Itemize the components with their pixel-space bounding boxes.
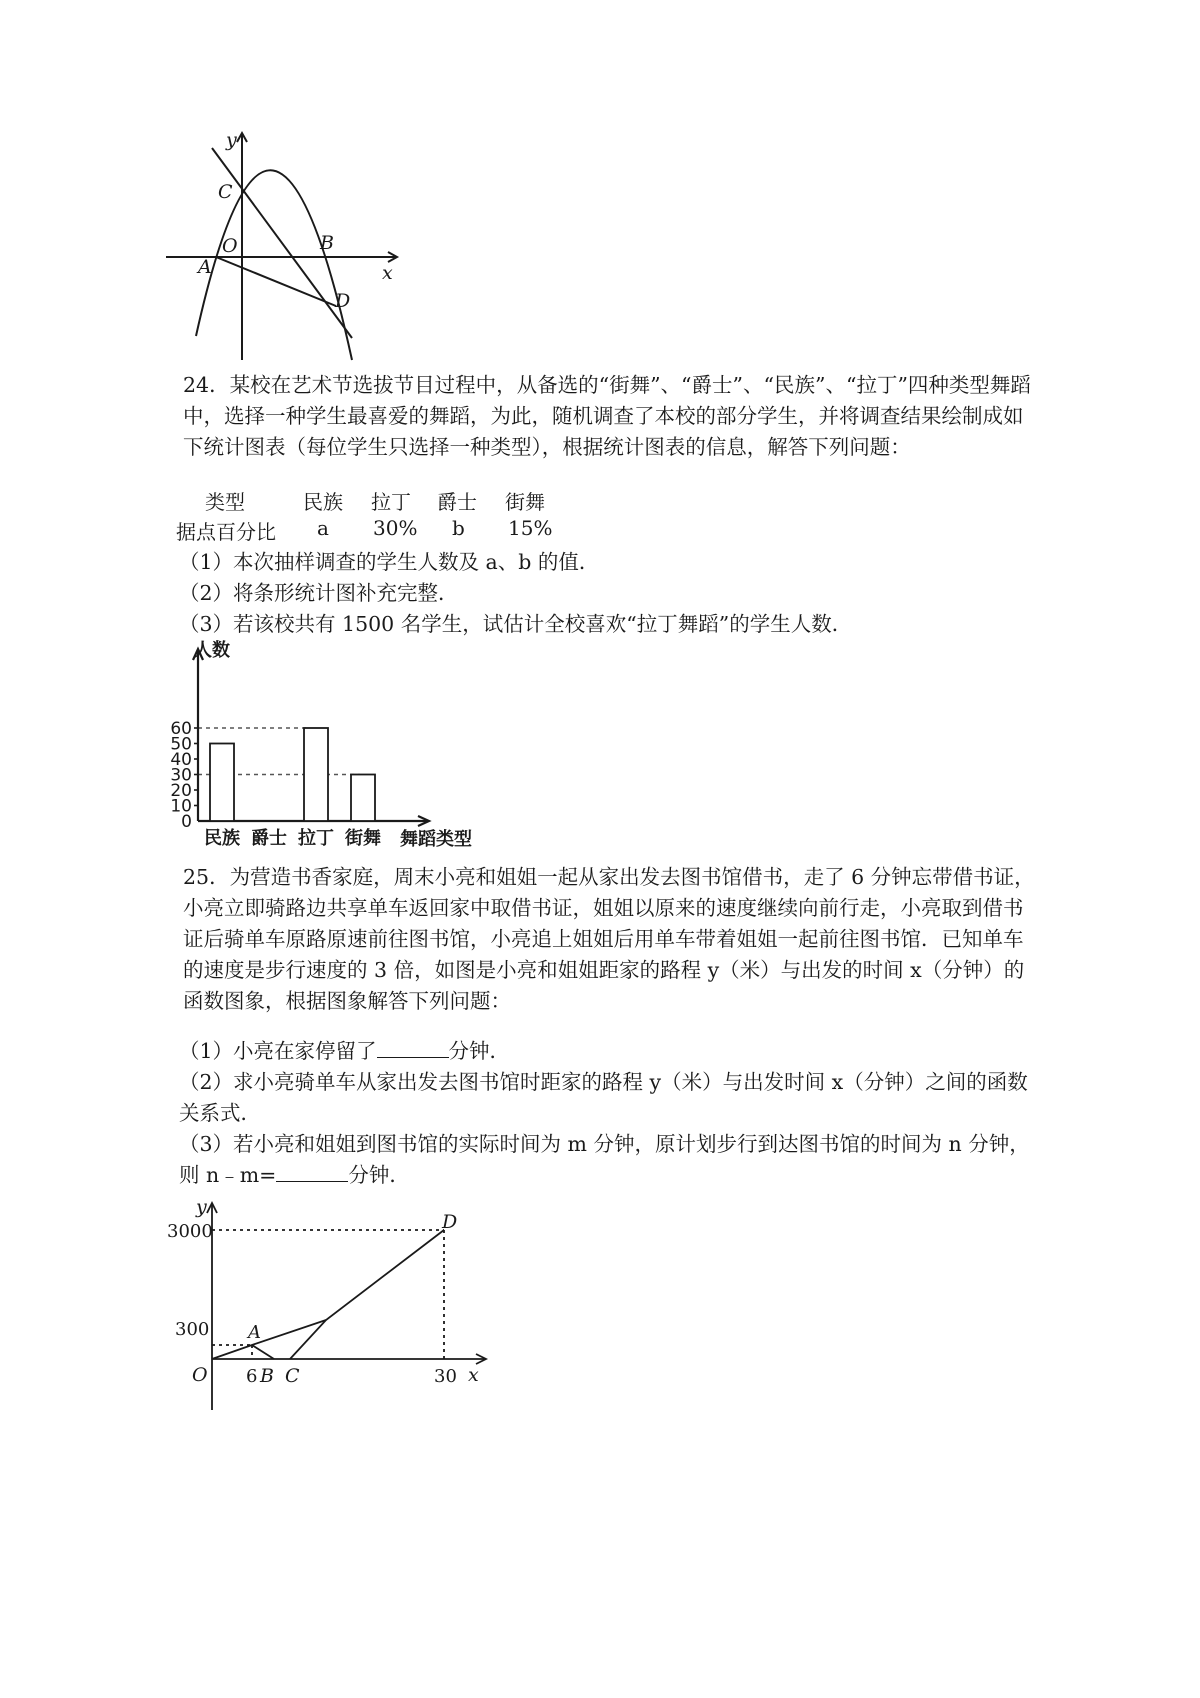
- bar: [304, 728, 328, 821]
- x-axis-title: 舞蹈类型: [400, 829, 472, 850]
- y-tick-label: 50: [170, 734, 192, 755]
- table-cell: 15%: [508, 516, 553, 540]
- label-a: A: [248, 1322, 261, 1343]
- label-c: C: [285, 1365, 300, 1387]
- category-label: 爵士: [251, 828, 287, 849]
- label-c: C: [218, 181, 233, 203]
- category-label: 街舞: [345, 828, 381, 849]
- label-d: D: [335, 290, 351, 312]
- label-b: B: [260, 1365, 274, 1387]
- label-x: x: [382, 262, 393, 284]
- bar-chart: [160, 638, 490, 850]
- q25-sub3-text: 则 n﹣m=: [179, 1163, 277, 1187]
- label-b: B: [320, 232, 334, 254]
- q25-sub1-text: （1）小亮在家停留了: [179, 1039, 377, 1063]
- xiaoliang-ride: [290, 1230, 444, 1359]
- tick-3000: 3000: [167, 1221, 213, 1242]
- q25-sub1-unit: 分钟．: [448, 1039, 511, 1063]
- tick-300: 300: [175, 1319, 210, 1340]
- label-d: D: [442, 1211, 458, 1233]
- q25-sub3-line1: （3）若小亮和姐姐到图书馆的实际时间为 m 分钟，原计划步行到达图书馆的时间为 n 分钟，: [179, 1132, 1030, 1156]
- y-tick-label: 60: [170, 719, 192, 739]
- q25-text: 25．为营造书香家庭，周末小亮和姐姐一起从家出发去图书馆借书，走了 6 分钟忘带借书证，小亮立即骑路边共享单车返回家中取借书证，姐姐以原来的速度继续向前行走，小亮取到借书证后骑单车原路原速前往图书馆，小亮追上姐姐后用单车带着姐姐一起前往图书馆．已知单车的速度是步行速度的 3 倍，如图是小亮和姐姐距家的路程 y（米）与出发的时间 x（分钟）的函数图象，根据图象解答下列问题：: [183, 865, 1035, 1013]
- table-header-cell: 街舞: [505, 490, 545, 514]
- label-a: A: [198, 256, 212, 278]
- table-cell: a: [317, 516, 329, 540]
- q24-text: 24．某校在艺术节选拔节目过程中，从备选的“街舞”、“爵士”、“民族”、“拉丁”四种类型舞蹈中，选择一种学生最喜爱的舞蹈，为此，随机调查了本校的部分学生，并将调查结果绘制成如下统计图表（每位学生只选择一种类型），根据统计图表的信息，解答下列问题：: [183, 373, 1031, 459]
- tick-30: 30: [434, 1366, 457, 1387]
- y-axis-title: 人数: [194, 640, 230, 661]
- q24-sub3: （3）若该校共有 1500 名学生，试估计全校喜欢“拉丁舞蹈”的学生人数．: [179, 612, 853, 636]
- xiaoliang-return: [252, 1345, 274, 1359]
- label-y: y: [226, 129, 237, 151]
- q24-sub1: （1）本次抽样调查的学生人数及 a、b 的值．: [179, 550, 600, 574]
- y-tick-label: 30: [170, 765, 192, 786]
- q25-sub3-line2: [179, 1160, 410, 1191]
- segment-ad: [216, 257, 336, 306]
- q25-sub3-unit: 分钟．: [348, 1163, 410, 1187]
- answer-blank: [276, 1161, 348, 1182]
- function-graph: [160, 1198, 500, 1438]
- q24-sub2: （2）将条形统计图补充完整．: [179, 581, 459, 605]
- table-header-cell: 民族: [303, 490, 343, 514]
- table-cell: 据点百分比: [176, 520, 276, 544]
- table-header-cell: 拉丁: [371, 490, 411, 514]
- bar: [210, 744, 234, 822]
- label-x: x: [468, 1364, 479, 1386]
- label-y: y: [196, 1198, 207, 1218]
- y-tick-label: 40: [170, 750, 192, 770]
- table-header-cell: 爵士: [437, 490, 477, 514]
- answer-blank: [377, 1037, 449, 1058]
- tick-6: 6: [246, 1366, 258, 1387]
- q25-sub2: （2）求小亮骑单车从家出发去图书馆时距家的路程 y（米）与出发时间 x（分钟）之间的函数关系式．: [179, 1070, 1028, 1125]
- parabola-figure: [160, 128, 420, 368]
- y-tick-label: 10: [170, 796, 192, 817]
- bar: [351, 775, 375, 822]
- table-cell: b: [452, 516, 465, 540]
- category-label: 民族: [204, 828, 240, 849]
- label-o: O: [192, 1364, 208, 1386]
- y-tick-label: 20: [170, 781, 192, 801]
- table-header-cell: 类型: [205, 490, 245, 514]
- label-o: O: [222, 235, 238, 257]
- q25-sub1: [179, 1036, 510, 1067]
- y-tick-label: 0: [181, 812, 192, 832]
- category-label: 拉丁: [298, 828, 334, 849]
- table-cell: 30%: [373, 516, 418, 540]
